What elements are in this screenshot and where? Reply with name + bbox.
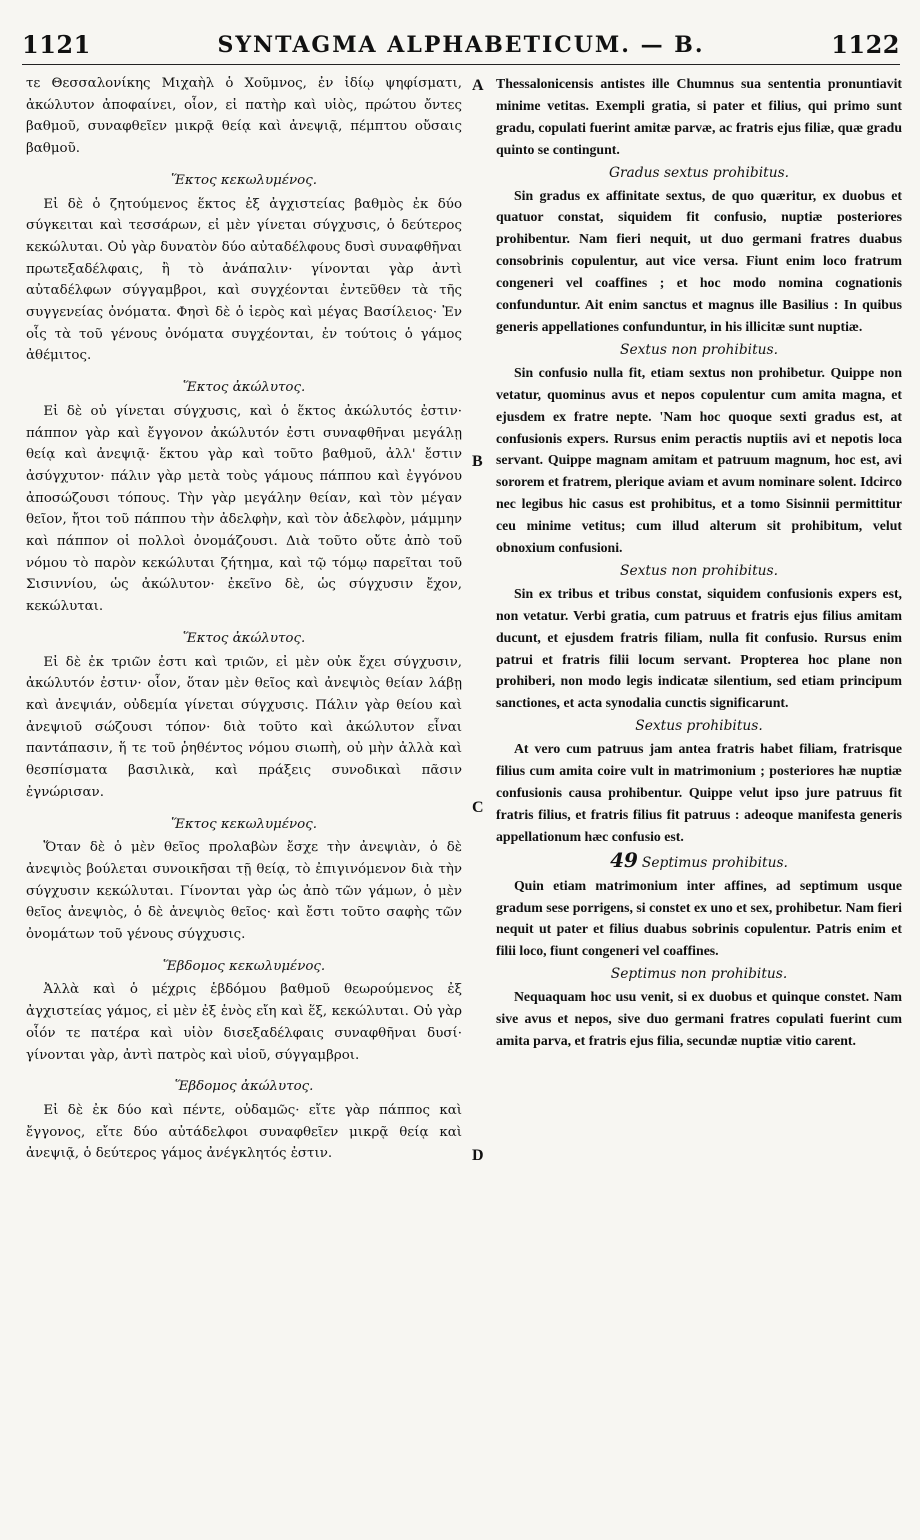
latin-paragraph: Thessalonicensis antistes ille Chumnus sua sententia pronuntiavit minime vetitas. Exempli gratia, si pater et filius, qui primo sunt gradu, copulati fuerint amitæ parvæ, ac fratris ejus filiæ, quæ gradu quinto se contingunt. — [496, 76, 902, 157]
column-marker-c: C — [472, 799, 484, 816]
latin-column — [496, 73, 902, 1054]
running-title: SYNTAGMA ALPHABETICUM. — B. — [217, 32, 705, 58]
greek-paragraph: Εἰ δὲ οὐ γίνεται σύγχυσις, καὶ ὁ ἕκτος ἀκώλυτός ἐστιν· πάππον γὰρ καὶ ἔγγονον ἀκώλυτόν ἐστι συναφθῆναι μεγάλῃ θείᾳ καὶ ἀνεψιᾷ· ἕκτου γὰρ καὶ τοῦτο βαθμοῦ, ἀλλ' ἔστιν ἀσύγχυτον· πάλιν γὰρ μετὰ τοὺς γάμους πάππου καὶ ἐγγόνου ἀποσώζουσι τόπους. Τὴν γὰρ μεγάλην θείαν, καὶ τὸν μέγαν θεῖον, ἤτοι τοῦ πάππου τὴν ἀδελφὴν, καὶ τὸν ἀδελφὸν, μάμμην καὶ πάππον οἱ πολλοὶ ὀνομάζουσι. Διὰ τοῦτο οὔτε ἀπὸ τοῦ νόμου τὸ παρὸν κεκώλυται ζήτημα, καὶ τῷ τόμῳ παρεῖται τοῦ Σισιννίου, ὡς ἀκώλυτον· ἐκεῖνο δὲ, ὡς σύγχυσιν ἔχον, κεκώλυται. — [26, 403, 462, 615]
greek-paragraph: Ὅταν δὲ ὁ μὲν θεῖος προλαβὼν ἔσχε τὴν ἀνεψιὰν, ὁ δὲ ἀνεψιὸς βούλεται συνοικῆσαι τῇ θείᾳ, τὸ ἐπιγινόμενον διὰ τὴν σύγχυσιν κεκώλυται. Γίνονται γὰρ ὡς ἀπὸ τῶν γάμων, ὁ μὲν θεῖος ἀνεψιὸς, ὁ δὲ ἀνεψιὸς θεῖος· καὶ ἔστι τοῦτο σαφὴς τῶν ὀνομάτων τοῦ γένους σύγχυσις. — [26, 840, 462, 943]
latin-section-heading: Gradus sextus prohibitus. — [608, 164, 790, 181]
latin-section-heading — [496, 847, 902, 875]
column-marker-a: A — [472, 77, 484, 94]
latin-section-heading: Sextus non prohibitus. — [620, 562, 778, 579]
page-number-right: 1122 — [831, 30, 900, 59]
greek-section-heading: Ἕκτος ἀκώλυτος. — [182, 630, 306, 646]
greek-section-heading: Ἕβδομος ἀκώλυτος. — [174, 1079, 314, 1095]
latin-paragraph: Nequaquam hoc usu venit, si ex duobus et quinque constet. Nam sive avus et nepos, sive duo germani fratres copulati fuerint cum amita parva, et fratris ejus filia, secundæ nuptiæ vitio carent. — [496, 989, 902, 1048]
greek-section-heading: Ἕκτος κεκωλυμένος. — [170, 172, 317, 188]
greek-section-heading: Ἕβδομος κεκωλυμένος. — [162, 958, 326, 974]
column-marker-b: B — [472, 453, 483, 470]
greek-paragraph: Ἀλλὰ καὶ ὁ μέχρις ἑβδόμου βαθμοῦ θεωρούμενος ἐξ ἀγχιστείας γάμος, εἰ μὲν ἐξ ἑνὸς εἴη καὶ ἕξ, κεκώλυται. Οὐ γὰρ οἷόν τε πατέρα καὶ υἱὸν δισεξαδέλφαις συναφθῆναι δυσί· γίνονται γὰρ, ἀντὶ πατρὸς καὶ υἱοῦ, σύγγαμβροι. — [26, 982, 462, 1063]
section-number: 49 — [610, 847, 638, 872]
latin-paragraph: Sin gradus ex affinitate sextus, de quo quæritur, ex duobus et quatuor constat, siquidem fit confusio, nuptiæ posteriores prohibentur. Nam fieri nequit, ut duo germani fratres duabus consobrinis copulentur, aut vice versa. Fiunt enim loco fratrum congeneri vel coaffines ; et hoc modo nomina cognationis confunduntur. Ait enim sanctus et magnus ille Basilius : In quibus generis appellationes confunduntur, in his illicitæ sunt nuptiæ. — [496, 187, 902, 334]
latin-section-heading-text: Septimus prohibitus. — [641, 854, 788, 871]
greek-paragraph: Εἰ δὲ ἐκ δύο καὶ πέντε, οὐδαμῶς· εἴτε γὰρ πάππος καὶ ἔγγονος, εἴτε δύο αὐτάδελφοι συναφθεῖεν μικρᾷ θείᾳ καὶ ἀνεψιᾷ, ὁ δεύτερος γάμος ἀνέγκλητός ἐστιν. — [26, 1102, 462, 1162]
latin-paragraph: Sin ex tribus et tribus constat, siquidem confusionis expers est, non vetatur. Verbi gratia, cum patruus et fratris ejus filius amitam ducunt, et ejusdem fratris filiam, nulla fit confusio. Rursus enim patrui et fratris filii locum servant. Propterea hoc plane non prohiberi, non modo legis indicatæ silentium, sed etiam principum sanctiones, et acta synodalia cunctis significarunt. — [496, 585, 902, 711]
latin-section-heading: Septimus non prohibitus. — [610, 966, 788, 983]
running-header — [22, 30, 900, 65]
greek-section-heading: Ἕκτος ἀκώλυτος. — [182, 380, 306, 396]
page-number-left: 1121 — [22, 30, 91, 59]
latin-section-heading: Sextus prohibitus. — [635, 718, 763, 735]
column-marker-d: D — [472, 1147, 484, 1164]
latin-paragraph: At vero cum patruus jam antea fratris habet filiam, fratrisque filius cum amita coire vult in matrimonium ; posteriores hæ nuptiæ confusionis causa prohibentur. Quippe velut ipso jure patruus fit fratris filius, et fratris filius fit patruus : adeoque manifesta generis appellationum hæc confusio est. — [496, 741, 902, 844]
greek-column — [26, 73, 462, 1167]
latin-section-heading: Sextus non prohibitus. — [620, 341, 778, 358]
greek-section-heading: Ἕκτος κεκωλυμένος. — [170, 816, 317, 832]
greek-paragraph: τε Θεσσαλονίκης Μιχαὴλ ὁ Χοῦμνος, ἐν ἰδίῳ ψηφίσματι, ἀκώλυτον ἀποφαίνει, οἷον, εἰ πατὴρ καὶ υἱὸς, πρώτου ὄντες βαθμοῦ, συναφθεῖεν μικρᾷ θείᾳ καὶ ἀνεψιᾷ, πέμπτου οὔσαις βαθμοῦ. — [26, 76, 462, 157]
greek-paragraph: Εἰ δὲ ἐκ τριῶν ἐστι καὶ τριῶν, εἰ μὲν οὐκ ἔχει σύγχυσιν, ἀκώλυτόν ἐστιν· οἷον, ὅταν μὲν θεῖος καὶ ἀνεψιὸς θείαν λάβῃ καὶ ἀνεψιάν, οὐδεμία γίνεται σύγχυσις. Πάλιν γὰρ θείου καὶ ἀνεψιοῦ σώζουσι τόπον· διὰ τοῦτο καὶ ἀκώλυτον εἶναι παντάπασιν, ἥ τε τοῦ ῥηθέντος νόμου σιωπὴ, οὐ μὴν ἀλλὰ καὶ θεσπίσματα βασιλικὰ, καὶ πράξεις συνοδικαὶ πᾶσιν ἐγνώρισαν. — [26, 654, 462, 800]
greek-paragraph: Εἰ δὲ ὁ ζητούμενος ἕκτος ἐξ ἀγχιστείας βαθμὸς ἐκ δύο σύγκειται καὶ τεσσάρων, εἰ μὲν γίνεται σύγχυσις, ὁ δεύτερος κεκώλυται. Οὐ γὰρ δυνατὸν δύο αὐταδέλφους δυσὶ συναφθῆναι πρωτεξαδέλφαις, ἢ τὸ ἀνάπαλιν· γίνονται γὰρ ἀντὶ αὐταδέλφων σύγγαμβροι, καὶ συγχέονται ἐντεῦθεν τὰ τῆς συγγενείας ὀνόματα. Φησὶ δὲ ὁ ἱερὸς καὶ μέγας Βασίλειος· Ἐν οἷς τὰ τοῦ γένους ὀνόματα συγχέονται, ἐν τούτοις ὁ γάμος ἀθέμιτος. — [26, 196, 462, 364]
latin-paragraph: Sin confusio nulla fit, etiam sextus non prohibetur. Quippe non vetatur, quominus avus et nepos copulentur cum amita magna, et ejusdem ex fratre nepte. 'Nam hoc quoque sexti gradus est, at confusionis expers. Rursus enim peractis nuptiis avi et nepotis loca servant. Quippe magnam amitam et patruum magnum, hoc est, avi sororem et fratrem, plerique aviam et avum nominare solent. Idcirco nec legibus hic casus est prohibitus, et a tomo Sisinnii permittitur ceu minime vetitus; cum illud alterum sit prohibitum, velut obnoxium confusioni. — [496, 364, 902, 556]
latin-paragraph: Quin etiam matrimonium inter affines, ad septimum usque gradum sese porrigens, si constet ex uno et sex, prohibetur. Nam fieri nequit ut pater et filius duabus sobrinis copulentur. Patris enim et filii loco, fiunt congeneri vel coaffines. — [496, 877, 902, 959]
